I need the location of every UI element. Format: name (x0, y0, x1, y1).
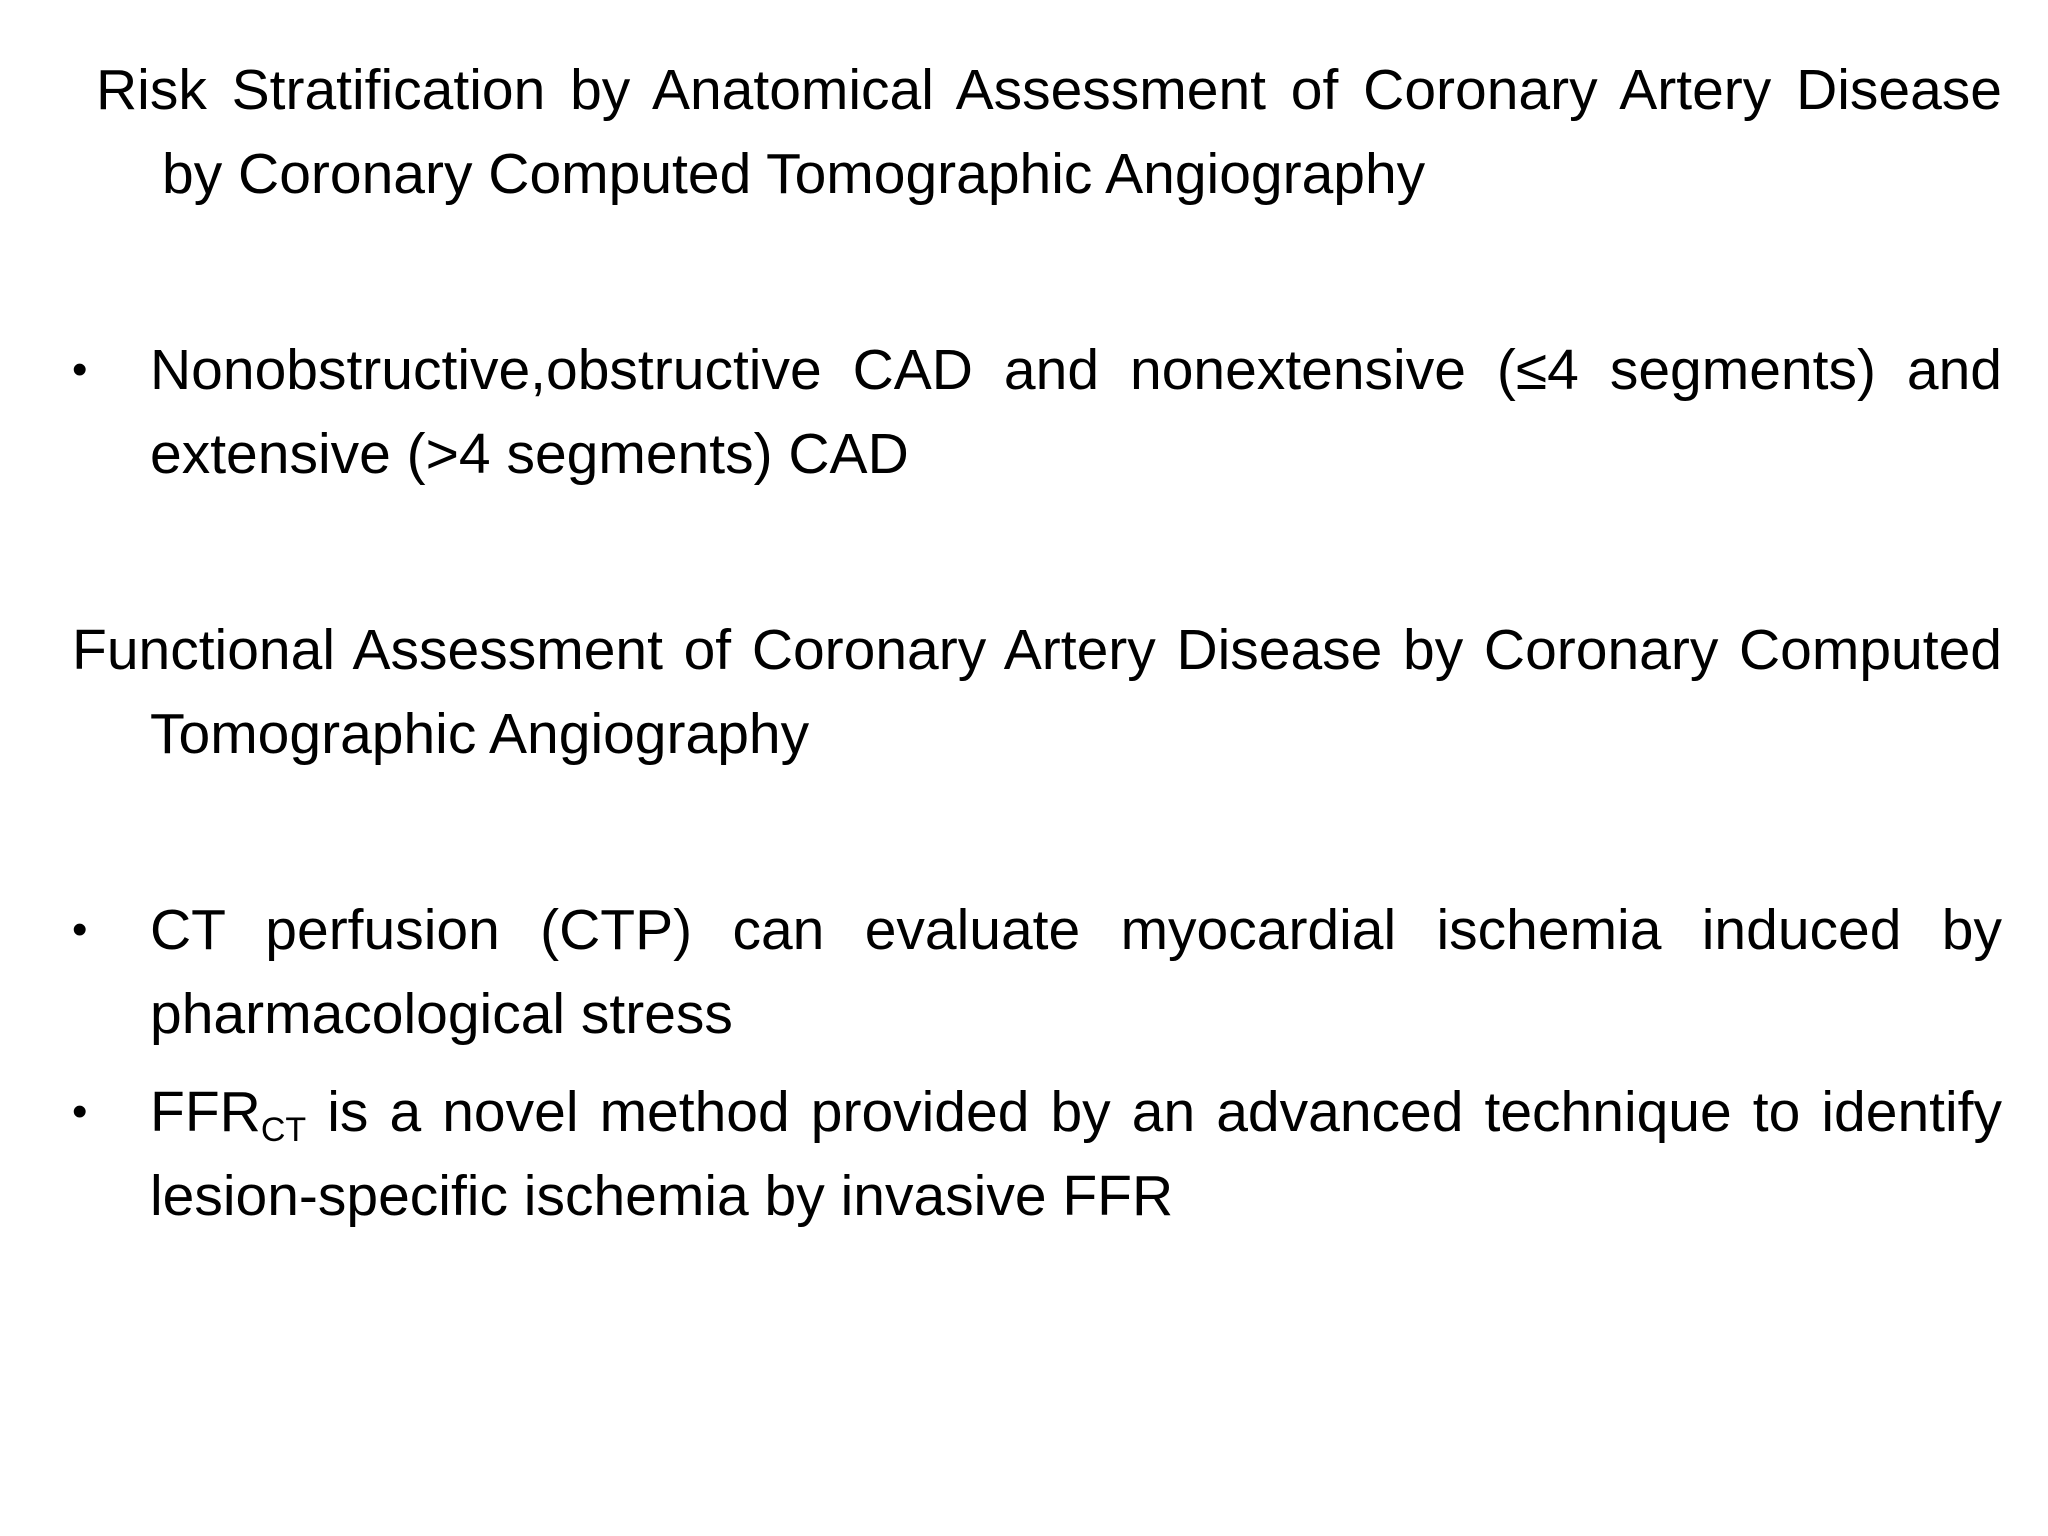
bullet-cad-types-text: Nonobstructive,obstructive CAD and nonextensive (≤4 segments) and extensive (>4 segments) CAD (150, 338, 2002, 486)
bullet-ct-perfusion (72, 888, 2002, 1056)
bullet-dot: • (72, 345, 88, 394)
bullet-ct-perfusion-text: CT perfusion (CTP) can evaluate myocardial ischemia induced by pharmacological stress (150, 898, 2002, 1046)
bullet-ffr-ct-text (150, 1070, 2002, 1238)
ffr-rest: is a novel method provided by an advanced technique to identify lesion-specific ischemia by invasive FFR (150, 1080, 2002, 1228)
bullet-dot: • (72, 905, 88, 954)
bullet-dot: • (72, 1087, 88, 1136)
bullet-cad-types (72, 328, 2002, 496)
bullet-ffr-ct (72, 1070, 2002, 1238)
heading-functional-assessment: Functional Assessment of Coronary Artery Disease by Coronary Computed Tomographic Angiography (72, 618, 2002, 766)
heading-anatomical-assessment: Risk Stratification by Anatomical Assessment of Coronary Artery Disease by Coronary Computed Tomographic Angiography (96, 58, 2002, 206)
ffr-prefix: FFR (150, 1080, 261, 1144)
ffr-subscript: CT (260, 1111, 307, 1149)
